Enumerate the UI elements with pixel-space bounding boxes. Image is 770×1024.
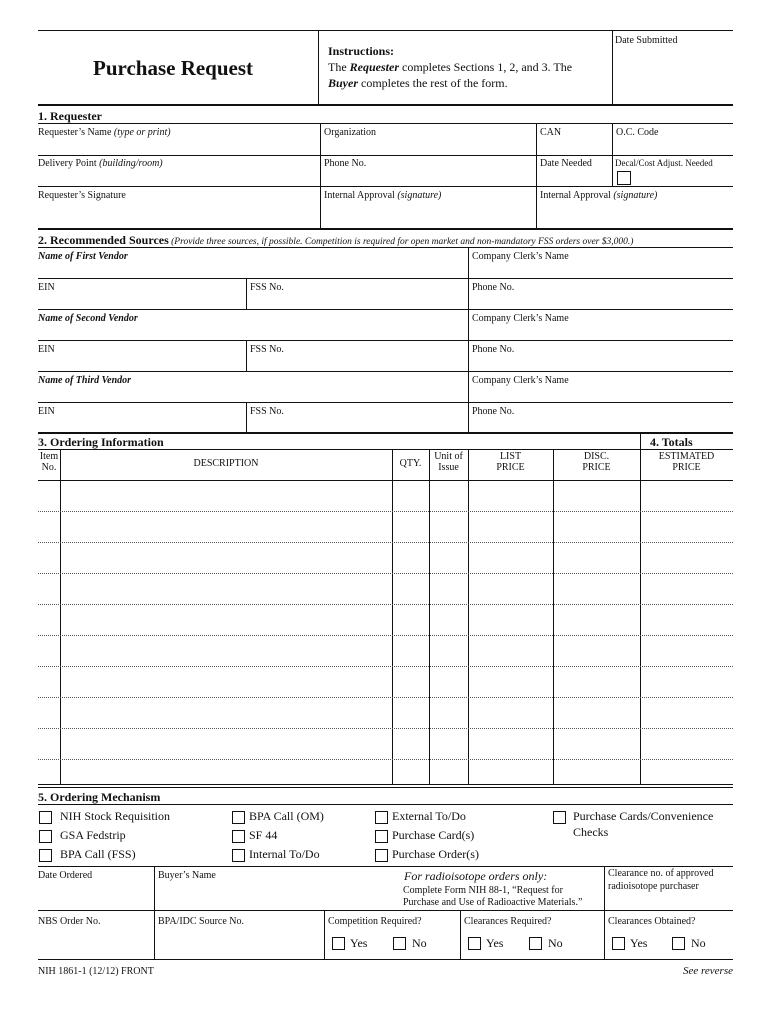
clearances-obtained-yes-checkbox[interactable] [612, 937, 625, 950]
rule [468, 449, 469, 784]
date-submitted-divider [612, 30, 613, 104]
third-vendor-phone-label: Phone No. [472, 406, 515, 417]
rule [38, 866, 733, 867]
see-reverse: See reverse [683, 965, 733, 977]
third-vendor-ein-label: EIN [38, 406, 55, 417]
rule [38, 432, 733, 434]
gsa-fedstrip-checkbox[interactable] [39, 830, 52, 843]
purchase-orders-label: Purchase Order(s) [392, 847, 479, 861]
rule [612, 123, 613, 186]
clearances-obtained-no-label: No [691, 936, 706, 950]
date-submitted-label: Date Submitted [615, 35, 678, 46]
radioisotope-line-1: Complete Form NIH 88-1, “Request for [403, 885, 563, 896]
rule [60, 449, 61, 784]
internal-todo-checkbox[interactable] [232, 849, 245, 862]
rule [154, 866, 155, 959]
rule [38, 804, 733, 805]
organization-label: Organization [324, 127, 377, 138]
rule [38, 666, 733, 667]
rule [38, 278, 733, 279]
purchase-cards-convenience-label: Purchase Cards/Convenience [573, 809, 714, 823]
internal-approval-label-1: Internal Approval (signature) [324, 190, 442, 201]
requesters-signature-label: Requester’s Signature [38, 190, 126, 201]
checks-label: Checks [573, 825, 609, 839]
purchase-orders-checkbox[interactable] [375, 849, 388, 862]
rule [38, 228, 733, 230]
rule [38, 449, 733, 450]
purchase-cards-checkbox[interactable] [375, 830, 388, 843]
rule [320, 123, 321, 228]
rule [640, 433, 641, 450]
instructions-line-2: Buyer completes the rest of the form. [328, 76, 508, 90]
clearances-obtained-yes-label: Yes [630, 936, 648, 950]
col-unit-of-issue: Unit of Issue [434, 451, 463, 473]
col-list-price: LIST PRICE [496, 451, 525, 473]
oc-code-field[interactable] [616, 140, 731, 154]
rule [640, 449, 641, 784]
date-needed-label: Date Needed [540, 158, 592, 169]
header-bottom-border [38, 104, 733, 106]
purchase-cards-convenience-checkbox[interactable] [553, 811, 566, 824]
first-vendor-phone-label: Phone No. [472, 282, 515, 293]
sf44-checkbox[interactable] [232, 830, 245, 843]
rule [246, 402, 247, 432]
clearances-required-no-checkbox[interactable] [529, 937, 542, 950]
col-estimated-price: ESTIMATED PRICE [658, 451, 715, 473]
third-vendor-label: Name of Third Vendor [38, 375, 132, 386]
clearances-obtained-label: Clearances Obtained? [608, 916, 696, 927]
rule [536, 123, 537, 228]
col-description: DESCRIPTION [193, 458, 259, 469]
external-todo-label: External To/Do [392, 809, 466, 823]
clearances-obtained-no-checkbox[interactable] [672, 937, 685, 950]
section-4-heading: 4. Totals [650, 435, 693, 449]
clearances-required-yes-checkbox[interactable] [468, 937, 481, 950]
rule [38, 247, 733, 248]
purchase-request-form [38, 30, 733, 990]
bpa-idc-source-label: BPA/IDC Source No. [158, 916, 245, 927]
third-vendor-clerk-label: Company Clerk’s Name [472, 375, 569, 386]
competition-no-label: No [412, 936, 427, 950]
rule [604, 866, 605, 959]
rule [38, 155, 733, 156]
rule [553, 449, 554, 784]
rule [38, 371, 733, 372]
requesters-name-field[interactable] [40, 140, 316, 154]
rule [38, 787, 733, 788]
rule [38, 784, 733, 785]
internal-approval-label-2: Internal Approval (signature) [540, 190, 658, 201]
nih-stock-requisition-label: NIH Stock Requisition [60, 809, 170, 823]
instructions-divider [318, 30, 319, 104]
rule [324, 910, 325, 959]
internal-todo-label: Internal To/Do [249, 847, 320, 861]
clearance-no-label-1: Clearance no. of approved [608, 868, 714, 879]
rule [38, 511, 733, 512]
clearances-required-no-label: No [548, 936, 563, 950]
rule [38, 186, 733, 187]
clearances-required-label: Clearances Required? [464, 916, 552, 927]
clearance-no-label-2: radioisotope purchaser [608, 881, 699, 892]
instructions-heading: Instructions: [328, 44, 395, 58]
rule [392, 449, 393, 784]
phone-no-label: Phone No. [324, 158, 367, 169]
second-vendor-label: Name of Second Vendor [38, 313, 138, 324]
col-qty: QTY. [399, 458, 422, 469]
bpa-call-fss-checkbox[interactable] [39, 849, 52, 862]
rule [38, 728, 733, 729]
rule [38, 959, 733, 960]
rule [38, 635, 733, 636]
first-vendor-clerk-label: Company Clerk’s Name [472, 251, 569, 262]
rule [38, 542, 733, 543]
col-disc-price: DISC. PRICE [582, 451, 611, 473]
rule [429, 449, 430, 784]
sf44-label: SF 44 [249, 828, 278, 842]
external-todo-checkbox[interactable] [375, 811, 388, 824]
col-item-no: Item No. [39, 451, 59, 473]
bpa-call-om-label: BPA Call (OM) [249, 809, 324, 823]
section-3-heading: 3. Ordering Information [38, 435, 164, 449]
oc-code-label: O.C. Code [616, 127, 659, 138]
first-vendor-ein-label: EIN [38, 282, 55, 293]
decal-cost-adjust-label: Decal/Cost Adjust. Needed [615, 158, 713, 168]
form-id: NIH 1861-1 (12/12) FRONT [38, 966, 154, 977]
delivery-point-label: Delivery Point (building/room) [38, 158, 163, 169]
purchase-cards-label: Purchase Card(s) [392, 828, 475, 842]
rule [246, 278, 247, 309]
date-submitted-field[interactable] [616, 50, 731, 100]
top-border [38, 30, 733, 31]
first-vendor-fss-label: FSS No. [250, 282, 284, 293]
rule [468, 247, 469, 432]
instructions-line-1: The Requester completes Sections 1, 2, and 3. The [328, 60, 573, 74]
gsa-fedstrip-label: GSA Fedstrip [60, 828, 126, 842]
second-vendor-fss-label: FSS No. [250, 344, 284, 355]
competition-yes-checkbox[interactable] [332, 937, 345, 950]
bpa-call-fss-label: BPA Call (FSS) [60, 847, 136, 861]
requesters-name-label: Requester’s Name (type or print) [38, 127, 171, 138]
rule [38, 697, 733, 698]
rule [38, 604, 733, 605]
bpa-call-om-checkbox[interactable] [232, 811, 245, 824]
competition-yes-label: Yes [350, 936, 368, 950]
section-5-heading: 5. Ordering Mechanism [38, 790, 161, 804]
radioisotope-heading: For radioisotope orders only: [404, 869, 548, 883]
third-vendor-fss-label: FSS No. [250, 406, 284, 417]
radioisotope-line-2: Purchase and Use of Radioactive Materials.” [403, 897, 583, 908]
rule [38, 759, 733, 760]
first-vendor-label: Name of First Vendor [38, 251, 128, 262]
section-1-heading: 1. Requester [38, 109, 102, 123]
buyers-name-label: Buyer’s Name [158, 870, 216, 881]
nbs-order-no-label: NBS Order No. [38, 916, 101, 927]
second-vendor-ein-label: EIN [38, 344, 55, 355]
rule [38, 340, 733, 341]
rule [38, 402, 733, 403]
organization-field[interactable] [324, 140, 532, 154]
rule [38, 480, 733, 481]
can-label: CAN [540, 127, 562, 138]
page-title: Purchase Request [93, 56, 254, 80]
second-vendor-clerk-label: Company Clerk’s Name [472, 313, 569, 324]
competition-no-checkbox[interactable] [393, 937, 406, 950]
can-field[interactable] [540, 140, 610, 154]
decal-checkbox[interactable] [617, 171, 631, 185]
date-ordered-label: Date Ordered [38, 870, 93, 881]
rule [38, 309, 733, 310]
rule [460, 910, 461, 959]
rule [246, 340, 247, 371]
rule [38, 573, 733, 574]
section-2-heading: 2. Recommended Sources (Provide three sources, if possible. Competition is required for open market and non-mandatory FSS orders over $3,000.) [38, 233, 634, 247]
competition-required-label: Competition Required? [328, 916, 422, 927]
nih-stock-requisition-checkbox[interactable] [39, 811, 52, 824]
rule [38, 910, 733, 911]
clearances-required-yes-label: Yes [486, 936, 504, 950]
rule [38, 123, 733, 124]
second-vendor-phone-label: Phone No. [472, 344, 515, 355]
